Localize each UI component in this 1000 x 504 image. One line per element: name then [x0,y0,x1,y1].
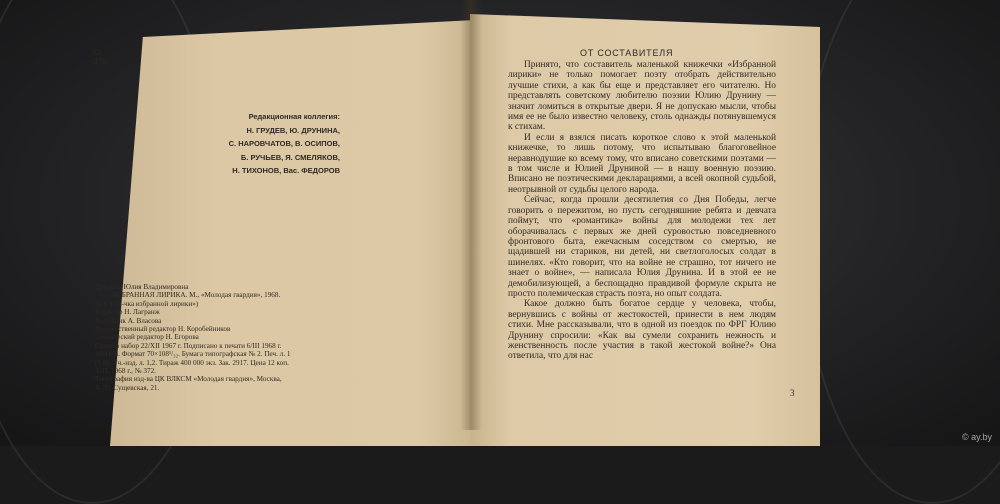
colophon-line: Редактор Н. Лагранж [95,308,160,317]
editorial-board-title: Редакционная коллегия: [248,112,340,121]
colophon-line: А04148. Формат 70×108¹/₃₂. Бумага типографская № 2. Печ. л. 1 [95,350,291,359]
tray-rim-right [800,0,1000,504]
colophon-line: Друнина Юлия Владимировна [95,283,189,291]
site-watermark: © ay.by [962,432,992,442]
editorial-board-member-line: Н. ГРУДЕВ, Ю. ДРУНИНА, [246,126,340,136]
preface-paragraph: Какое должно быть богатое сердце у человека, чтобы, вернувшись с войны от жестокостей, принести в нем людям стихи. Мне рассказывали, что в одной из поездок по ФРГ Юлию Друнину спросили: «Как вы сумели сохранить нежность и женственность после участия в такой жестокой войне?» Она ответила, что для нас [508,299,776,362]
editorial-board-member-line: Б. РУЧЬЕВ, Я. СМЕЛЯКОВ, [240,152,340,162]
preface-paragraph: Сейчас, когда прошли десятилетия со Дня Победы, легче говорить о пережитом, но пусть сегодняшние ребята и девчата поймут, что «романтика» войны для молодежи тех лет оборачивалась с первых же дней суровостью повседневного фронтового быта, ежечасным соседством со смертью, не щадившей ни стариков, ни детей, ни светлоголосых солдат в шинелях. «Кто говорит, что на войне не страшно, тот ничего не знает о войне», — написала Юлия Друнина. И в этой ее не демобилизующей, а беспощадно правдивой формуле скрыта не просто полемическая страсть поэта, но опыт солдата. [508,195,776,299]
preface-paragraph: Принято, что составитель маленькой книжечки «Избранной лирики» не только помогает поэту отобрать действительно лучшие стихи, а как бы еще и представляет его читателю. Но представлять советскому любителю поэзии Юлию Друнину — значит ломиться в открытые двери. Я не допускаю мысли, чтобы имя ее не было известно человеку, столь однажды потянувшемуся к стихам. [508,60,776,133]
colophon-line: Технический редактор Н. Егорова [95,333,199,342]
book-gutter [460,0,482,430]
colophon-line: Т. П. 1968 г., № 372. [95,367,156,376]
colophon-line: ИЗБРАННАЯ ЛИРИКА. М., «Молодая гвардия», 1968. [113,291,281,300]
colophon-line: А-30, Сущевская, 21. [95,383,160,392]
colophon-line: Типография изд-ва ЦК ВЛКСМ «Молодая гвардия», Москва, [95,375,282,384]
colophon [95,283,335,392]
editorial-board-member-line: Н. ТИХОНОВ, Вас. ФЕДОРОВ [232,165,340,175]
colophon-line: 32 с. («В-чка избранной лирики») [95,299,199,308]
class-code-line: Р2 [92,48,102,57]
page-number: 3 [790,388,795,398]
preface-text [508,60,776,362]
colophon-line: (1,4). Уч.-изд. л. 1,2. Тираж 400 000 экз. Зак. 2917. Цена 12 коп. [95,358,289,367]
colophon-line: Художник А. Власова [95,316,162,325]
class-code-line: Д76 [92,57,107,66]
colophon-line: Художественный редактор Н. Коробейников [95,325,231,334]
preface-paragraph: И если я взялся писать короткое слово к этой маленькой книжечке, то лишь потому, что испытываю благоговейное неравнодушие ко всему тому, что вписано советскими поэтами — в том числе и Юлией Друниной — в нашу военную поэзию. Вписано не поэтическими декларациями, а всей окопной судьбой, неотрывной от судьбы целого народа. [508,132,776,195]
editorial-board-member-line: С. НАРОВЧАТОВ, В. ОСИПОВ, [228,139,340,149]
preface-heading: ОТ СОСТАВИТЕЛЯ [580,48,674,58]
colophon-line: Сдано в набор 22/XII 1967 г. Подписано к печати 6/III 1968 г. [95,341,282,350]
editorial-board [150,110,340,177]
classification-code [92,48,106,66]
